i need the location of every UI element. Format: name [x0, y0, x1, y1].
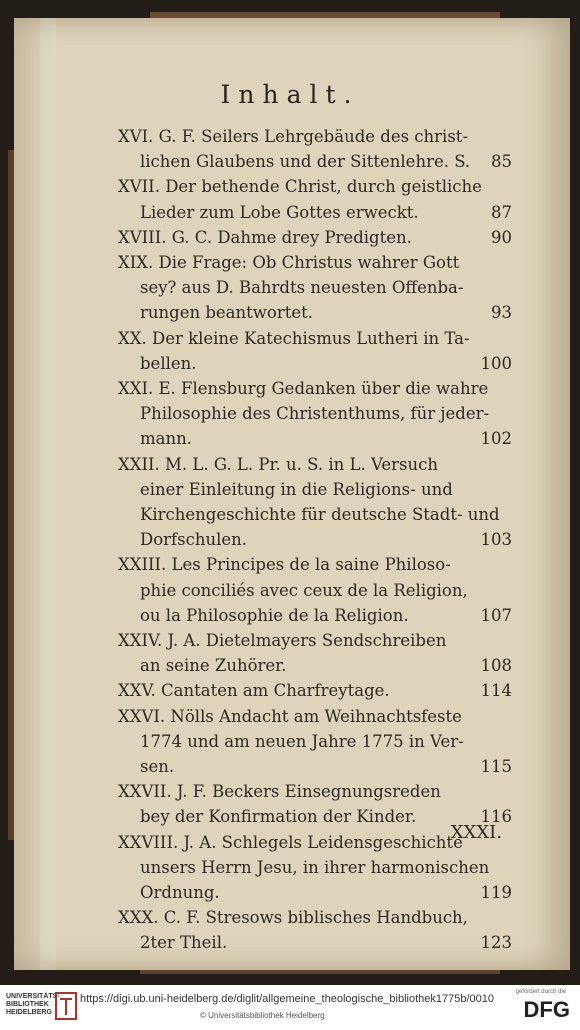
- library-seal-icon: [54, 991, 78, 1021]
- toc-line-text: bellen.: [140, 353, 197, 373]
- toc-line-text: XXI. E. Flensburg Gedanken über die wahre: [118, 379, 489, 398]
- toc-line: [0, 880, 580, 906]
- toc-line: [0, 855, 580, 881]
- copyright-notice: © Universitätsbibliothek Heidelberg: [200, 1011, 325, 1020]
- toc-line-text: 1774 und am neuen Jahre 1775 in Ver-: [140, 731, 464, 751]
- toc-line: [0, 527, 580, 553]
- toc-page-number: 108: [480, 656, 512, 676]
- logo-line: HEIDELBERG: [6, 1009, 52, 1016]
- toc-line-text: XXVII. J. F. Beckers Einsegnungsreden: [118, 782, 441, 802]
- toc-page-number: 87: [491, 202, 512, 222]
- logo-line: UNIVERSITÄTS-: [6, 993, 60, 1000]
- toc-line: [0, 300, 580, 326]
- toc-page-number: 100: [480, 353, 512, 373]
- toc-line: [0, 628, 580, 654]
- toc-line: [0, 351, 580, 377]
- toc-line: [0, 779, 580, 805]
- page-title: Inhalt.: [220, 80, 360, 109]
- toc-line-text: Philosophie des Christenthums, für jeder-: [140, 404, 490, 424]
- toc-page-number: 85: [491, 152, 512, 172]
- toc-line: [0, 729, 580, 755]
- toc-page-number: 116: [480, 807, 512, 827]
- toc-page-number: 115: [480, 757, 512, 776]
- toc-line-text: XXIV. J. A. Dietelmayers Sendschreiben: [118, 631, 447, 650]
- toc-line-text: Ordnung.: [140, 883, 220, 902]
- toc-line-text: sen.: [140, 757, 175, 776]
- toc-line: [0, 452, 580, 478]
- toc-line: [0, 200, 580, 226]
- toc-line: [0, 552, 580, 578]
- toc-line-text: Dorfschulen.: [140, 530, 248, 550]
- toc-line-text: rungen beantwortet.: [140, 303, 313, 323]
- dfg-logo[interactable]: DFG: [523, 997, 570, 1022]
- toc-line: [0, 376, 580, 402]
- toc-page-number: 119: [480, 883, 512, 902]
- toc-line-text: XXVIII. J. A. Schlegels Leidensgeschichte: [118, 832, 463, 852]
- toc-line: [0, 401, 580, 427]
- toc-line-text: sey? aus D. Bahrdts neuesten Offenba-: [140, 278, 464, 298]
- toc-line: [0, 477, 580, 503]
- toc-line-text: XXX. C. F. Stresows biblisches Handbuch,: [118, 908, 468, 928]
- toc-line-text: mann.: [140, 429, 192, 449]
- toc-line-text: XXVI. Nölls Andacht am Weihnachtsfeste: [118, 706, 462, 726]
- toc-line-text: XVII. Der bethende Christ, durch geistliche: [118, 177, 482, 197]
- toc-line-text: Kirchengeschichte für deutsche Stadt- und: [140, 505, 500, 524]
- toc-line-text: Lieder zum Lobe Gottes erweckt.: [140, 202, 419, 222]
- library-logo-text: [6, 993, 60, 1017]
- toc-page-number: 123: [480, 933, 512, 953]
- toc-line: [0, 124, 580, 150]
- logo-line: BIBLIOTHEK: [6, 1001, 49, 1008]
- toc-line-text: einer Einleitung in die Religions- und: [140, 479, 453, 499]
- toc-page-number: 102: [480, 429, 512, 449]
- toc-line-text: phie conciliés avec ceux de la Religion,: [140, 580, 468, 600]
- toc-line: [0, 275, 580, 301]
- toc-line: [0, 149, 580, 175]
- toc-line: [0, 930, 580, 956]
- toc-line-text: 2ter Theil.: [140, 933, 228, 953]
- toc-line-text: XVI. G. F. Seilers Lehrgebäude des christ-: [118, 127, 469, 146]
- toc-line-text: bey der Konfirmation der Kinder.: [140, 807, 417, 827]
- toc-line: [0, 653, 580, 679]
- toc-line: [0, 326, 580, 352]
- toc-line-text: XVIII. G. C. Dahme drey Predigten.: [118, 227, 412, 247]
- toc-line: [0, 678, 580, 704]
- toc-page-number: 103: [480, 530, 512, 550]
- toc-line: [0, 174, 580, 200]
- toc-line: [0, 225, 580, 251]
- toc-line-text: ou la Philosophie de la Religion.: [140, 605, 409, 625]
- toc-line-text: XIX. Die Frage: Ob Christus wahrer Gott: [118, 253, 460, 272]
- toc-line-text: lichen Glaubens und der Sittenlehre. S.: [140, 152, 471, 172]
- toc-page-number: 93: [491, 303, 512, 323]
- toc-page-number: 90: [491, 227, 512, 247]
- toc-line-text: unsers Herrn Jesu, in ihrer harmonischen: [140, 857, 490, 877]
- toc-line: [0, 905, 580, 931]
- toc-line: [0, 754, 580, 780]
- toc-line: [0, 250, 580, 276]
- toc-line-text: an seine Zuhörer.: [140, 656, 287, 676]
- toc-line: [0, 603, 580, 629]
- toc-line-text: XXIII. Les Principes de la saine Philoso-: [118, 555, 451, 575]
- toc-line: [0, 426, 580, 452]
- toc-line-text: XXII. M. L. G. L. Pr. u. S. in L. Versuch: [118, 454, 438, 474]
- toc-page-number: 107: [480, 605, 512, 625]
- toc-line: [0, 704, 580, 730]
- dfg-caption: gefördert durch die: [515, 989, 566, 995]
- toc-page-number: 114: [480, 681, 512, 701]
- viewer-footer: [0, 985, 580, 1030]
- toc-line: [0, 578, 580, 604]
- toc-line-text: XX. Der kleine Katechismus Lutheri in Ta-: [118, 328, 470, 348]
- catchword: XXXI.: [450, 822, 502, 843]
- toc-line-text: XXV. Cantaten am Charfreytage.: [118, 681, 390, 701]
- toc-line: [0, 502, 580, 528]
- permalink-url[interactable]: https://digi.ub.uni-heidelberg.de/diglit/allgemeine_theologische_bibliothek1775b/0010: [80, 993, 495, 1005]
